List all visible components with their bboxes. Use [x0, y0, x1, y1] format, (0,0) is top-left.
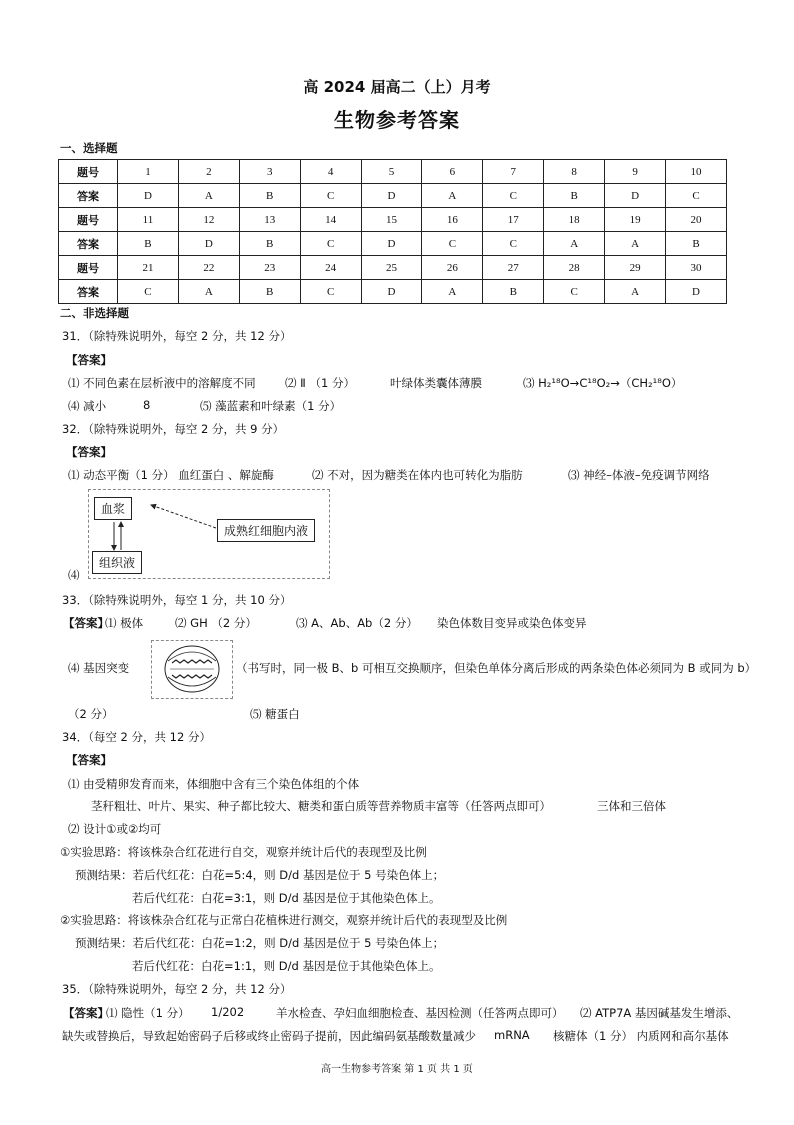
q34-header: 34．（每空 2 分，共 12 分） — [62, 730, 211, 744]
answer-cell: C — [666, 184, 727, 208]
q34-design1: ①实验思路：将该株杂合红花进行自交，观察并统计后代的表现型及比例 — [60, 845, 427, 859]
q35-answer-6: mRNA — [494, 1028, 530, 1042]
answer-cell: A — [178, 184, 239, 208]
answer-cell: A — [422, 184, 483, 208]
answer-cell: B — [239, 232, 300, 256]
question-number-cell: 24 — [300, 256, 361, 280]
question-number-cell: 27 — [483, 256, 544, 280]
q31-answer-3: 叶绿体类囊体薄膜 — [390, 376, 482, 390]
q32-answer-4-label: ⑷ — [68, 568, 80, 582]
row-header-answer: 答案 — [59, 232, 118, 256]
question-number-cell: 16 — [422, 208, 483, 232]
box-tissue-fluid: 组织液 — [92, 551, 142, 574]
q33-answer-3: ⑶ A、Ab、Ab（2 分） — [296, 616, 418, 630]
question-number-cell: 9 — [605, 160, 666, 184]
page-footer: 高一生物参考答案 第 1 页 共 1 页 — [321, 1064, 473, 1075]
body-fluid-diagram — [88, 489, 330, 579]
q35-answer-label: 【答案】 — [63, 1006, 109, 1020]
q31-answer-1: ⑴ 不同色素在层析液中的溶解度不同 — [68, 376, 256, 390]
q35-header: 35．（除特殊说明外，每空 2 分，共 12 分） — [62, 982, 292, 996]
q33-answer-score: （2 分） — [68, 707, 114, 721]
page-title-line1: 高 2024 届高二（上）月考 — [303, 78, 491, 96]
table-row-question-numbers — [59, 256, 727, 280]
q35-answer-5: 缺失或替换后，导致起始密码子后移或终止密码子提前，因此编码氨基酸数量减少 — [62, 1029, 476, 1043]
question-number-cell: 26 — [422, 256, 483, 280]
question-number-cell: 20 — [666, 208, 727, 232]
question-number-cell: 22 — [178, 256, 239, 280]
answer-cell: C — [483, 232, 544, 256]
answer-cell: A — [605, 280, 666, 304]
question-number-cell: 1 — [118, 160, 179, 184]
q33-header: 33．（除特殊说明外，每空 1 分，共 10 分） — [62, 593, 292, 607]
page-title-line2: 生物参考答案 — [334, 108, 460, 132]
q33-answer-4: 染色体数目变异或染色体变异 — [437, 616, 587, 630]
question-number-cell: 11 — [118, 208, 179, 232]
question-number-cell: 29 — [605, 256, 666, 280]
q31-header: 31．（除特殊说明外，每空 2 分，共 12 分） — [62, 329, 292, 343]
question-number-cell: 12 — [178, 208, 239, 232]
arrow-cell-to-plasma — [151, 505, 216, 528]
q35-answer-7: 核糖体（1 分） 内质网和高尔基体 — [553, 1029, 729, 1043]
q34-answer-3: 三体和三倍体 — [597, 799, 666, 813]
q35-answer-3: 羊水检查、孕妇血细胞检查、基因检测（任答两点即可） — [276, 1006, 564, 1020]
section-nonchoice-label: 二、非选择题 — [60, 306, 129, 320]
table-row-question-numbers — [59, 160, 727, 184]
q31-answer-label: 【答案】 — [66, 353, 112, 367]
question-number-cell: 28 — [544, 256, 605, 280]
question-number-cell: 18 — [544, 208, 605, 232]
row-header-question: 题号 — [59, 160, 118, 184]
question-number-cell: 19 — [605, 208, 666, 232]
q35-answer-4: ⑵ ATP7A 基因碱基发生增添、 — [580, 1006, 739, 1020]
question-number-cell: 6 — [422, 160, 483, 184]
answer-cell: C — [118, 280, 179, 304]
q31-answer-6: 8 — [143, 398, 151, 412]
q32-answer-label: 【答案】 — [66, 445, 112, 459]
q34-answer-1: ⑴ 由受精卵发育而来，体细胞中含有三个染色体组的个体 — [68, 777, 360, 791]
chromosome — [172, 675, 212, 678]
answer-cell: C — [300, 280, 361, 304]
q33-answer-5: ⑷ 基因突变 — [68, 661, 130, 675]
answer-cell: C — [422, 232, 483, 256]
question-number-cell: 21 — [118, 256, 179, 280]
answer-cell: C — [300, 184, 361, 208]
question-number-cell: 30 — [666, 256, 727, 280]
table-row-answers — [59, 280, 727, 304]
question-number-cell: 7 — [483, 160, 544, 184]
q32-answer-2: ⑵ 不对，因为糖类在体内也可转化为脂肪 — [312, 468, 523, 482]
answer-cell: B — [666, 232, 727, 256]
q35-answer-1: ⑴ 隐性（1 分） — [106, 1006, 190, 1020]
q34-design2-result2: 若后代红花：白花=1:1，则 D/d 基因是位于其他染色体上。 — [132, 959, 441, 973]
question-number-cell: 25 — [361, 256, 422, 280]
question-number-cell: 23 — [239, 256, 300, 280]
answer-cell: D — [178, 232, 239, 256]
question-number-cell: 2 — [178, 160, 239, 184]
row-header-answer: 答案 — [59, 280, 118, 304]
answer-cell: C — [300, 232, 361, 256]
q34-answer-label: 【答案】 — [66, 753, 112, 767]
q33-answer-note: （书写时，同一极 B、b 可相互交换顺序，但染色单体分离后形成的两条染色体必须同为 B 或同为 b） — [236, 661, 757, 675]
cell-division-diagram — [151, 640, 233, 699]
q34-design2-result1: 预测结果：若后代红花：白花=1:2，则 D/d 基因是位于 5 号染色体上； — [75, 936, 445, 950]
q32-answer-1: ⑴ 动态平衡（1 分） 血红蛋白 、解旋酶 — [68, 468, 274, 482]
q33-answer-label: 【答案】 — [63, 616, 109, 630]
table-row-question-numbers — [59, 208, 727, 232]
answer-cell: D — [361, 184, 422, 208]
answer-cell: D — [361, 280, 422, 304]
answer-cell: D — [605, 184, 666, 208]
q32-answer-3: ⑶ 神经–体液–免疫调节网络 — [568, 468, 710, 482]
answer-cell: A — [605, 232, 666, 256]
q31-answer-4: ⑶ H₂¹⁸O→C¹⁸O₂→（CH₂¹⁸O） — [523, 376, 683, 390]
q33-answer-1: ⑴ 极体 — [105, 616, 144, 630]
answer-table — [58, 159, 727, 304]
box-rbc-fluid: 成熟红细胞内液 — [217, 519, 315, 542]
q34-design2: ②实验思路：将该株杂合红花与正常白花植株进行测交，观察并统计后代的表现型及比例 — [60, 913, 508, 927]
q34-design1-result2: 若后代红花：白花=3:1，则 D/d 基因是位于其他染色体上。 — [132, 891, 441, 905]
q32-header: 32．（除特殊说明外，每空 2 分，共 9 分） — [62, 422, 285, 436]
q34-answer-4: ⑵ 设计①或②均可 — [68, 822, 162, 836]
chromosome — [172, 660, 212, 663]
row-header-answer: 答案 — [59, 184, 118, 208]
answer-cell: B — [239, 184, 300, 208]
table-row-answers — [59, 184, 727, 208]
question-number-cell: 10 — [666, 160, 727, 184]
q34-answer-2: 茎秆粗壮、叶片、果实、种子都比较大、糖类和蛋白质等营养物质丰富等（任答两点即可） — [91, 799, 551, 813]
q31-answer-2: ⑵ Ⅱ （1 分） — [285, 376, 355, 390]
answer-cell: A — [178, 280, 239, 304]
question-number-cell: 15 — [361, 208, 422, 232]
answer-cell: D — [361, 232, 422, 256]
answer-cell: C — [544, 280, 605, 304]
answer-cell: C — [483, 184, 544, 208]
question-number-cell: 13 — [239, 208, 300, 232]
section-choice-label: 一、选择题 — [60, 141, 118, 155]
answer-cell: A — [422, 280, 483, 304]
q31-answer-5: ⑷ 减小 — [68, 399, 107, 413]
q31-answer-7: ⑸ 藻蓝素和叶绿素（1 分） — [200, 399, 342, 413]
question-number-cell: 3 — [239, 160, 300, 184]
q33-answer-6: ⑸ 糖蛋白 — [250, 707, 300, 721]
answer-cell: B — [544, 184, 605, 208]
q35-answer-2: 1/202 — [211, 1005, 245, 1019]
row-header-question: 题号 — [59, 208, 118, 232]
question-number-cell: 17 — [483, 208, 544, 232]
answer-cell: D — [666, 280, 727, 304]
box-plasma: 血浆 — [94, 497, 132, 520]
question-number-cell: 14 — [300, 208, 361, 232]
answer-cell: A — [544, 232, 605, 256]
table-row-answers — [59, 232, 727, 256]
row-header-question: 题号 — [59, 256, 118, 280]
question-number-cell: 8 — [544, 160, 605, 184]
q34-design1-result1: 预测结果：若后代红花：白花=5:4，则 D/d 基因是位于 5 号染色体上； — [75, 868, 445, 882]
answer-cell: B — [118, 232, 179, 256]
answer-cell: D — [118, 184, 179, 208]
question-number-cell: 5 — [361, 160, 422, 184]
answer-cell: B — [483, 280, 544, 304]
question-number-cell: 4 — [300, 160, 361, 184]
answer-cell: B — [239, 280, 300, 304]
q33-answer-2: ⑵ GH （2 分） — [175, 616, 257, 630]
